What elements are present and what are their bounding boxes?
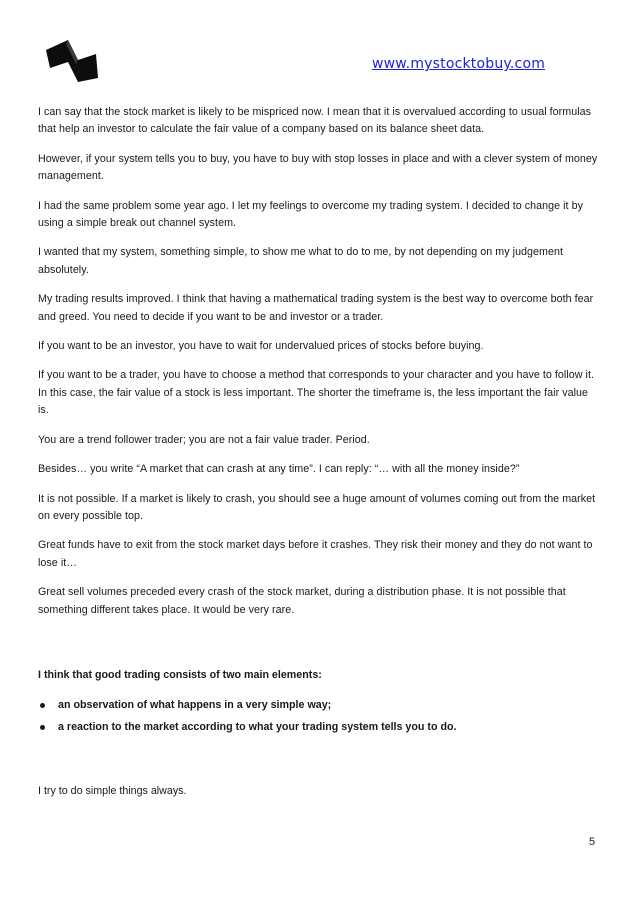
stock-chart-logo-icon xyxy=(44,38,100,86)
paragraph: My trading results improved. I think that having a mathematical trading system is the best way to overcome both fear and greed. You need to decide if you want to be and investor or a trader. xyxy=(38,293,594,323)
site-url-link[interactable]: www.mystocktobuy.com xyxy=(372,56,546,72)
list-item xyxy=(38,697,600,714)
list-item xyxy=(38,719,600,736)
list-item-text: an observation of what happens in a very simple way; xyxy=(58,699,332,712)
paragraph: Great funds have to exit from the stock market days before it crashes. They risk their money and they do not want to lose it… xyxy=(38,539,593,569)
paragraph: Besides… you write “A market that can crash at any time”. I can reply: “… with all the money inside?” xyxy=(38,463,520,476)
paragraph: You are a trend follower trader; you are not a fair value trader. Period. xyxy=(38,433,370,446)
paragraph: However, if your system tells you to buy, you have to buy with stop losses in place and with a clever system of money management. xyxy=(38,152,598,183)
paragraph: I wanted that my system, something simple, to show me what to do to me, by not depending on my judgement absolutely. xyxy=(38,246,563,276)
document-body xyxy=(38,104,600,801)
closing-paragraph: I try to do simple things always. xyxy=(38,785,187,798)
paragraph: If you want to be an investor, you have to wait for undervalued prices of stocks before buying. xyxy=(38,340,484,353)
paragraph: It is not possible. If a market is likely to crash, you should see a huge amount of volumes coming out from the market on every possible top. xyxy=(38,492,596,522)
paragraph: Great sell volumes preceded every crash of the stock market, during a distribution phase. It is not possible that something different takes place. It would be very rare. xyxy=(38,586,566,616)
elements-list xyxy=(38,697,600,736)
bullet-icon xyxy=(40,703,45,708)
bullet-icon xyxy=(40,725,45,730)
elements-heading: I think that good trading consists of two main elements: xyxy=(38,668,322,681)
list-item-text: a reaction to the market according to what your trading system tells you to do. xyxy=(58,720,457,733)
paragraph: I can say that the stock market is likely to be mispriced now. I mean that it is overvalued according to usual formulas that help an investor to calculate the fair value of a company based on its balance sheet data. xyxy=(38,106,592,136)
paragraph: I had the same problem some year ago. I let my feelings to overcome my trading system. I decided to change it by using a simple break out channel system. xyxy=(38,199,583,230)
paragraph: If you want to be a trader, you have to choose a method that corresponds to your character and you have to follow it. In this case, the fair value of a stock is less important. The shorter the timeframe is, the less important the fair value is. xyxy=(38,369,594,417)
page-number: 5 xyxy=(589,836,596,848)
